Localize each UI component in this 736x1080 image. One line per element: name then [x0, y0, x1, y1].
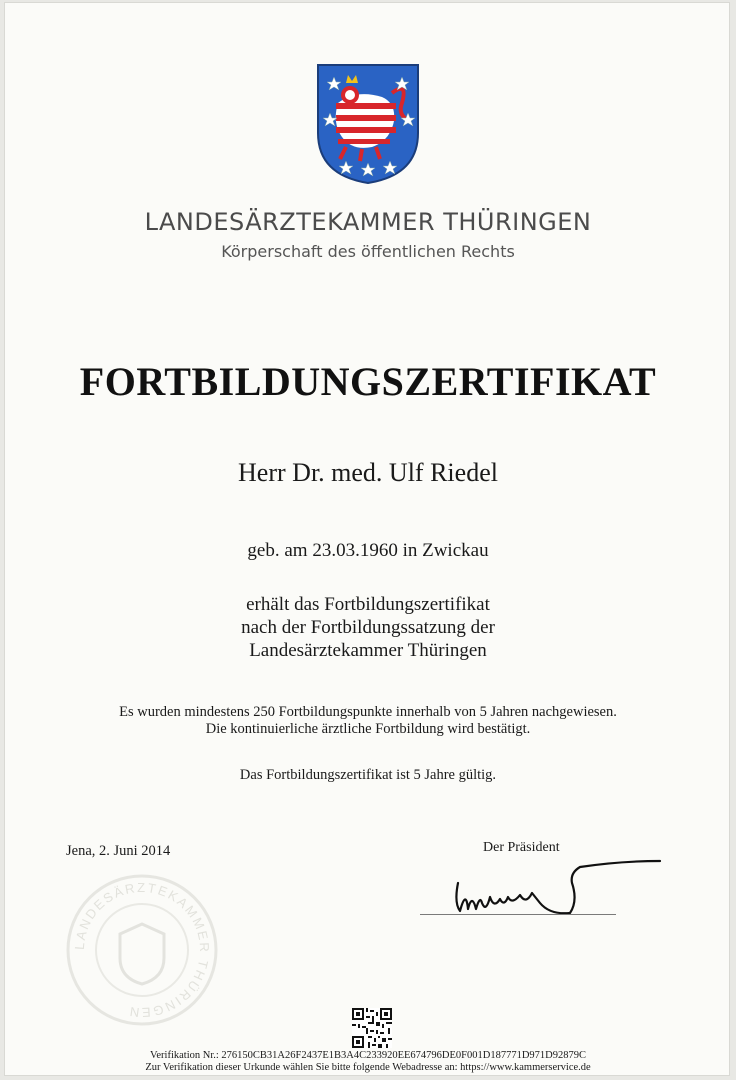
signature-line	[420, 914, 616, 915]
thuringia-coat-of-arms-icon	[316, 63, 420, 185]
organization-name: LANDESÄRZTEKAMMER THÜRINGEN	[144, 208, 592, 236]
place-and-date: Jena, 2. Juni 2014	[66, 843, 171, 859]
certificate-title: FORTBILDUNGSZERTIFIKAT	[79, 359, 657, 404]
president-signature	[420, 853, 680, 923]
verification-hint: Zur Verifikation dieser Urkunde wählen Sie bitte folgende Webadresse an: https://www.kammerservice.de	[145, 1062, 591, 1073]
verification-qr-code	[352, 1008, 392, 1048]
statement-line-2: nach der Fortbildungssatzung der	[241, 617, 495, 638]
points-line-1: Es wurden mindestens 250 Fortbildungspunkte innerhalb von 5 Jahren nachgewiesen.	[119, 704, 617, 720]
organization-subtitle: Körperschaft des öffentlichen Rechts	[221, 242, 515, 261]
embossed-seal	[62, 870, 222, 1030]
statement-line-3: Landesärztekammer Thüringen	[249, 640, 487, 661]
seal-text: LANDESÄRZTEKAMMER THÜRINGEN	[71, 879, 213, 1021]
svg-text:LANDESÄRZTEKAMMER THÜRINGEN	[72, 880, 212, 1020]
birth-info: geb. am 23.03.1960 in Zwickau	[247, 540, 489, 561]
verification-number: Verifikation Nr.: 276150CB31A26F2437E1B3A4C233920EE674796DE0F001D187771D971D92879C	[149, 1050, 587, 1061]
validity-statement: Das Fortbildungszertifikat ist 5 Jahre gültig.	[239, 767, 497, 783]
statement-line-1: erhält das Fortbildungszertifikat	[246, 594, 490, 615]
signer-role: Der Präsident	[483, 840, 560, 855]
recipient-name: Herr Dr. med. Ulf Riedel	[238, 458, 498, 487]
points-line-2: Die kontinuierliche ärztliche Fortbildung wird bestätigt.	[205, 721, 531, 737]
